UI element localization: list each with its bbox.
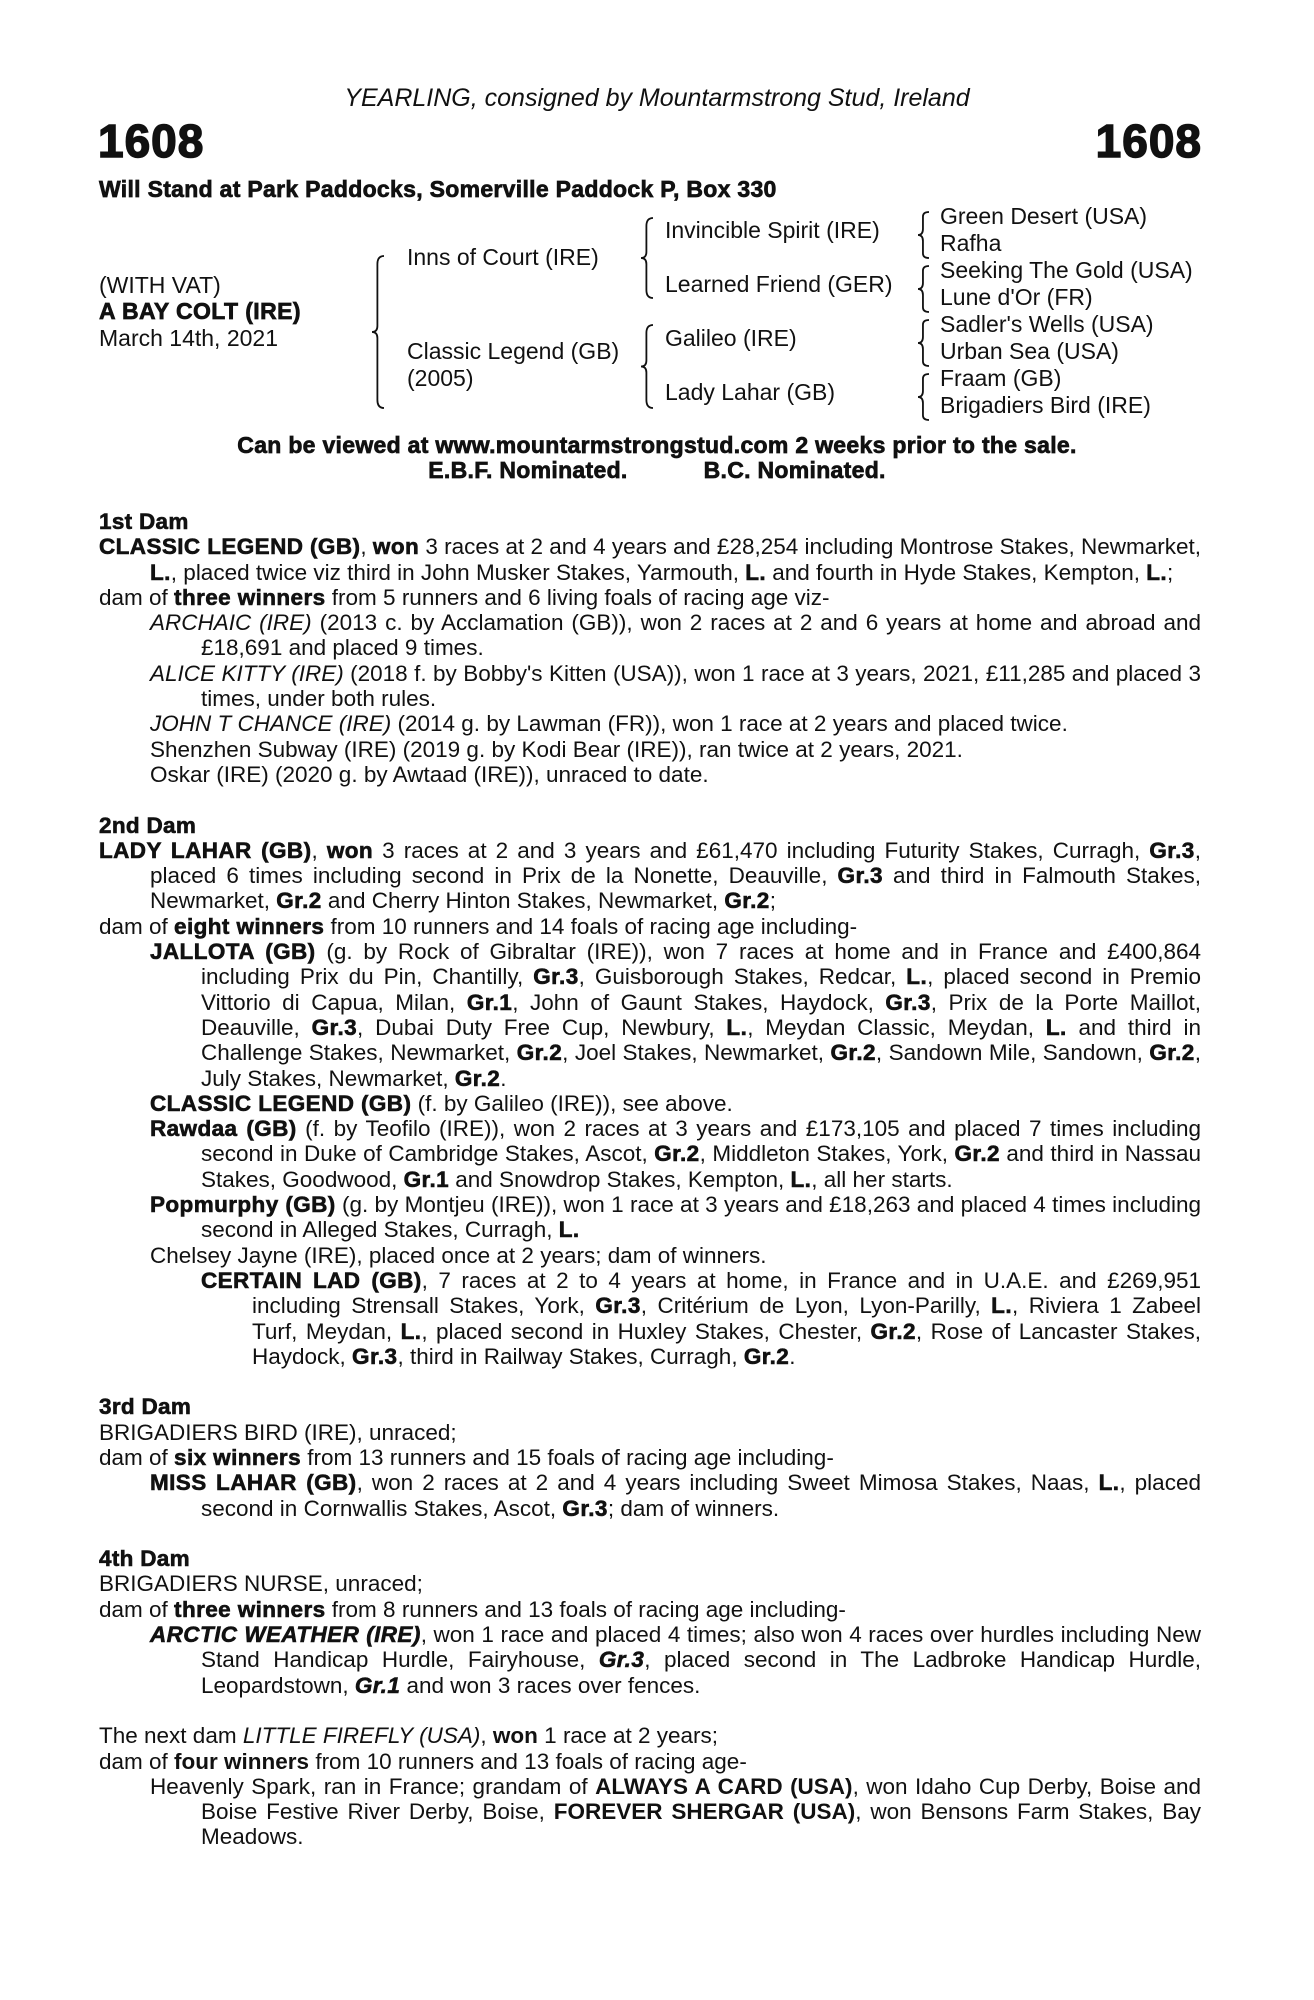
- text-segment: L.: [1146, 559, 1168, 585]
- lot-number-right: 1608: [1095, 115, 1202, 167]
- text-segment: , won Idaho Cup Derby, Boise and Boise Festive River Derby, Boise,: [201, 1773, 1201, 1825]
- text-segment: Gr.1: [354, 1672, 401, 1698]
- text-segment: L.: [726, 1014, 748, 1040]
- pedigree-paragraph: [99, 1571, 1201, 1596]
- text-segment: dam of: [99, 584, 175, 610]
- lot-number-left: 1608: [98, 115, 205, 167]
- text-segment: Gr.3: [595, 1293, 641, 1319]
- text-segment: won: [326, 837, 374, 863]
- consignor-line: YEARLING, consigned by Mountarmstrong Stud, Ireland: [344, 84, 970, 112]
- text-segment: ARCTIC WEATHER (IRE): [150, 1622, 421, 1648]
- text-segment: and Snowdrop Stakes, Kempton,: [449, 1166, 791, 1192]
- text-segment: ,: [311, 837, 327, 863]
- text-segment: Rawdaa (GB): [150, 1116, 297, 1142]
- pedigree-paragraph: [99, 610, 1201, 661]
- pedigree-paragraph: [99, 1116, 1201, 1192]
- pedigree-ggp: Brigadiers Bird (IRE): [940, 392, 1151, 418]
- section-heading: [99, 1394, 1201, 1419]
- text-segment: 3 races at 2 and 3 years and £61,470 including Futurity Stakes, Curragh,: [373, 837, 1150, 863]
- text-segment: won: [372, 534, 420, 560]
- pedigree-paragraph: [99, 838, 1201, 914]
- text-segment: L.: [991, 1293, 1012, 1319]
- pedigree-brace: [918, 374, 929, 420]
- pedigree-paragraph: [99, 1445, 1201, 1470]
- text-segment: , Prix de la Porte Maillot, Deauville,: [201, 989, 1201, 1040]
- horse-name: A BAY COLT (IRE): [99, 298, 301, 324]
- pedigree-brace: [918, 266, 929, 312]
- text-segment: Gr.2: [743, 1343, 790, 1369]
- text-segment: 3 races at 2 and 4 years and £28,254 including Montrose Stakes, Newmarket,: [419, 534, 1201, 560]
- pedigree-brace: [641, 218, 653, 298]
- text-segment: from 10 runners and 14 foals of racing age including-: [324, 913, 858, 939]
- text-segment: L.: [400, 1318, 422, 1344]
- text-segment: Heavenly Spark, ran in France; grandam of: [150, 1773, 596, 1799]
- stand-location: Will Stand at Park Paddocks, Somerville Paddock P, Box 330: [99, 176, 777, 202]
- vat-note: (WITH VAT): [99, 272, 221, 298]
- text-segment: (2014 g. by Lawman (FR)), won 1 race at 2 years and placed twice.: [391, 711, 1068, 737]
- text-segment: eight winners: [174, 913, 325, 939]
- text-segment: Gr.2: [654, 1141, 700, 1167]
- text-segment: , won 2 races at 2 and 4 years including Sweet Mimosa Stakes, Naas,: [356, 1470, 1099, 1496]
- section-heading: [99, 1723, 1201, 1748]
- text-segment: Gr.2: [276, 888, 322, 914]
- text-segment: (g. by Montjeu (IRE)), won 1 race at 3 years and £18,263 and placed 4 times including second in Alleged Stakes, Curragh,: [201, 1192, 1201, 1243]
- pedigree-ggp: Lune d'Or (FR): [940, 284, 1093, 310]
- pedigree-ggp: Green Desert (USA): [940, 203, 1148, 229]
- text-segment: won: [492, 1723, 538, 1749]
- text-segment: 1 race at 2 years;: [537, 1723, 719, 1749]
- text-segment: , Sandown Mile, Sandown,: [875, 1040, 1150, 1066]
- text-segment: The next dam: [99, 1723, 243, 1749]
- text-segment: from 5 runners and 6 living foals of racing age viz-: [325, 584, 830, 610]
- text-segment: Gr.3: [598, 1647, 645, 1673]
- text-segment: Gr.3: [1149, 837, 1195, 863]
- text-segment: , placed second in Premio Vittorio di Capua, Milan,: [201, 964, 1201, 1015]
- text-segment: (f. by Teofilo (IRE)), won 2 races at 3 years and £173,105 and placed 7 times including second in Duke of Cambridge Stakes, Ascot,: [201, 1116, 1202, 1167]
- text-segment: , third in Railway Stakes, Curragh,: [397, 1343, 744, 1369]
- pedigree-paragraph: [99, 762, 1201, 787]
- text-segment: from 8 runners and 13 foals of racing age including-: [325, 1596, 846, 1622]
- pedigree-ggp: Urban Sea (USA): [940, 338, 1119, 364]
- text-segment: L.: [150, 559, 171, 585]
- text-segment: Gr.2: [1149, 1040, 1195, 1066]
- pedigree-ggp: Fraam (GB): [940, 365, 1062, 391]
- text-segment: ALICE KITTY (IRE): [150, 660, 344, 686]
- text-segment: Gr.1: [466, 989, 513, 1015]
- pedigree-brace: [641, 325, 653, 408]
- pedigree-paragraph: [99, 1774, 1201, 1850]
- pedigree-paragraph: [99, 914, 1201, 939]
- text-segment: CLASSIC LEGEND (GB): [99, 534, 361, 560]
- section-heading: [99, 813, 1201, 838]
- pedigree-sire-sire: Invincible Spirit (IRE): [665, 217, 880, 243]
- text-segment: FOREVER SHERGAR (USA): [553, 1799, 856, 1825]
- text-segment: 1st Dam: [99, 509, 189, 534]
- text-segment: (2013 c. by Acclamation (GB)), won 2 races at 2 and 6 years at home and abroad and £18,691 and placed 9 times.: [201, 610, 1201, 661]
- text-segment: Gr.3: [311, 1014, 358, 1040]
- pedigree-paragraph: [99, 1470, 1201, 1521]
- text-segment: , Guisborough Stakes, Redcar,: [578, 964, 907, 990]
- text-segment: JOHN T CHANCE (IRE): [150, 711, 392, 737]
- section-heading: [99, 1546, 1201, 1571]
- text-segment: and third in Challenge Stakes, Newmarket,: [201, 1014, 1201, 1066]
- text-segment: Gr.2: [954, 1141, 1000, 1167]
- pedigree-paragraph: [99, 1243, 1201, 1268]
- text-segment: , Joel Stakes, Newmarket,: [562, 1040, 831, 1066]
- pedigree-paragraph: [99, 1192, 1201, 1243]
- foaling-date: March 14th, 2021: [99, 325, 279, 351]
- text-segment: L.: [1098, 1470, 1120, 1496]
- pedigree-paragraph: [99, 1597, 1201, 1622]
- text-segment: , won Bensons Farm Stakes, Bay Meadows.: [201, 1799, 1201, 1850]
- text-segment: dam of: [99, 913, 175, 939]
- text-segment: , 7 races at 2 to 4 years at home, in France and in U.A.E. and £269,951 including Strensall Stakes, York,: [252, 1267, 1201, 1319]
- pedigree-paragraph: [99, 534, 1201, 585]
- text-segment: Gr.3: [533, 964, 579, 990]
- text-segment: L.: [906, 964, 928, 990]
- text-segment: Gr.1: [403, 1166, 450, 1192]
- text-segment: LADY LAHAR (GB): [99, 837, 312, 863]
- text-segment: Gr.3: [562, 1495, 608, 1521]
- pedigree-brace: [918, 212, 929, 258]
- text-segment: dam of: [99, 1596, 175, 1622]
- pedigree-paragraph: [99, 1622, 1201, 1698]
- text-segment: and Cherry Hinton Stakes, Newmarket,: [321, 888, 725, 914]
- text-segment: L.: [790, 1166, 812, 1192]
- pedigree-dam-sire: Galileo (IRE): [665, 325, 797, 351]
- text-segment: Gr.2: [454, 1065, 501, 1091]
- text-segment: , Rose of Lancaster Stakes, Haydock,: [252, 1318, 1201, 1369]
- text-segment: ,: [480, 1723, 493, 1749]
- text-segment: dam of: [99, 1748, 175, 1774]
- pedigree-paragraph: [99, 1420, 1201, 1445]
- text-segment: and third in Falmouth Stakes, Newmarket,: [150, 863, 1202, 914]
- pedigree-ggp: Seeking The Gold (USA): [940, 257, 1193, 283]
- text-segment: JALLOTA (GB): [150, 939, 316, 965]
- text-segment: , placed twice viz third in John Musker Stakes, Yarmouth,: [170, 559, 746, 585]
- text-segment: BRIGADIERS BIRD (IRE), unraced;: [99, 1419, 457, 1445]
- text-segment: Shenzhen Subway (IRE) (2019 g. by Kodi Bear (IRE)), ran twice at 2 years, 2021.: [150, 736, 963, 762]
- text-segment: , placed second in Cornwallis Stakes, Ascot,: [201, 1470, 1201, 1521]
- text-segment: LITTLE FIREFLY (USA): [242, 1723, 481, 1749]
- pedigree-dam: Classic Legend (GB): [407, 338, 620, 364]
- text-segment: , placed second in Huxley Stakes, Chester,: [421, 1318, 871, 1344]
- pedigree-dam-dam: Lady Lahar (GB): [665, 379, 836, 405]
- text-segment: Chelsey Jayne (IRE), placed once at 2 years; dam of winners.: [150, 1242, 767, 1268]
- text-segment: (2018 f. by Bobby's Kitten (USA)), won 1 race at 3 years, 2021, £11,285 and placed 3 times, under both rules.: [201, 660, 1201, 712]
- text-segment: , Riviera 1 Zabeel Turf, Meydan,: [252, 1293, 1201, 1344]
- text-segment: ,: [360, 534, 373, 560]
- text-segment: CERTAIN LAD (GB): [201, 1267, 422, 1293]
- text-segment: ;: [1167, 559, 1174, 585]
- text-segment: 3rd Dam: [99, 1394, 192, 1420]
- text-segment: , all her starts.: [811, 1166, 953, 1192]
- text-segment: 4th Dam: [99, 1546, 190, 1572]
- pedigree-paragraph: [99, 1268, 1201, 1369]
- text-segment: and fourth in Hyde Stakes, Kempton,: [766, 559, 1147, 585]
- text-segment: Oskar (IRE) (2020 g. by Awtaad (IRE)), unraced to date.: [150, 761, 709, 787]
- text-segment: L.: [745, 559, 767, 585]
- pedigree-sire-dam: Learned Friend (GER): [665, 271, 893, 297]
- sale-notes: [0, 433, 1314, 483]
- text-segment: , won 1 race and placed 4 times; also won 4 races over hurdles including New Stand Handicap Hurdle, Fairyhouse,: [201, 1622, 1202, 1673]
- text-segment: , placed second in The Ladbroke Handicap Hurdle, Leopardstown,: [201, 1647, 1201, 1698]
- text-segment: ;: [769, 888, 776, 914]
- text-segment: , July Stakes, Newmarket,: [201, 1040, 1201, 1091]
- section-heading: [99, 509, 1201, 534]
- pedigree-brace: [918, 320, 929, 366]
- text-segment: MISS LAHAR (GB): [150, 1470, 357, 1496]
- text-segment: Gr.2: [830, 1040, 876, 1066]
- ebf-nominated: E.B.F. Nominated.: [428, 457, 628, 483]
- text-segment: Popmurphy (GB): [150, 1192, 336, 1218]
- text-segment: , Meydan Classic, Meydan,: [747, 1014, 1046, 1040]
- text-segment: , Dubai Duty Free Cup, Newbury,: [357, 1014, 727, 1040]
- text-segment: , John of Gaunt Stakes, Haydock,: [512, 989, 886, 1015]
- pedigree-paragraph: [99, 661, 1201, 712]
- text-segment: ; dam of winners.: [607, 1495, 780, 1521]
- text-segment: ALWAYS A CARD (USA): [595, 1773, 853, 1799]
- text-segment: Gr.2: [724, 888, 770, 914]
- text-segment: , Middleton Stakes, York,: [699, 1141, 955, 1167]
- text-segment: and won 3 races over fences.: [400, 1672, 701, 1698]
- text-segment: three winners: [174, 584, 326, 610]
- text-segment: (g. by Rock of Gibraltar (IRE)), won 7 races at home and in France and £400,864 including Prix du Pin, Chantilly,: [201, 939, 1201, 990]
- text-segment: CLASSIC LEGEND (GB): [150, 1090, 412, 1116]
- pedigree-brace: [372, 256, 384, 408]
- text-segment: four winners: [174, 1748, 310, 1774]
- text-segment: and third in Nassau Stakes, Goodwood,: [201, 1141, 1201, 1192]
- pedigree-ggp: Sadler's Wells (USA): [940, 311, 1154, 337]
- text-segment: from 13 runners and 15 foals of racing age including-: [301, 1444, 834, 1470]
- text-segment: 2nd Dam: [99, 812, 197, 838]
- text-segment: .: [789, 1343, 796, 1369]
- text-segment: Gr.3: [352, 1343, 398, 1369]
- catalogue-body: [99, 509, 1201, 1850]
- pedigree-dam-year: (2005): [407, 365, 474, 391]
- pedigree-paragraph: [99, 939, 1201, 1091]
- text-segment: , placed 6 times including second in Prix de la Nonette, Deauville,: [150, 837, 1201, 889]
- text-segment: L.: [558, 1217, 580, 1243]
- text-segment: , Critérium de Lyon, Lyon-Parilly,: [640, 1293, 992, 1319]
- bc-nominated: B.C. Nominated.: [703, 457, 886, 483]
- text-segment: BRIGADIERS NURSE, unraced;: [99, 1571, 423, 1597]
- pedigree-sire: Inns of Court (IRE): [407, 244, 599, 270]
- text-segment: Gr.2: [870, 1318, 916, 1344]
- viewing-note: Can be viewed at www.mountarmstrongstud.com 2 weeks prior to the sale.: [237, 432, 1077, 458]
- pedigree-ggp: Rafha: [940, 230, 1002, 256]
- text-segment: (f. by Galileo (IRE)), see above.: [411, 1090, 733, 1116]
- text-segment: dam of: [99, 1444, 175, 1470]
- text-segment: Gr.3: [837, 863, 883, 889]
- pedigree-paragraph: [99, 585, 1201, 610]
- pedigree-paragraph: [99, 737, 1201, 762]
- text-segment: Gr.3: [885, 989, 931, 1015]
- text-segment: .: [500, 1065, 507, 1091]
- text-segment: from 10 runners and 13 foals of racing age-: [309, 1748, 747, 1774]
- text-segment: L.: [1045, 1014, 1067, 1040]
- text-segment: six winners: [174, 1444, 301, 1470]
- text-segment: three winners: [174, 1596, 326, 1622]
- text-segment: Gr.2: [516, 1040, 563, 1066]
- pedigree-paragraph: [99, 711, 1201, 736]
- pedigree-paragraph: [99, 1091, 1201, 1116]
- text-segment: ARCHAIC (IRE): [150, 610, 312, 636]
- pedigree-paragraph: [99, 1749, 1201, 1774]
